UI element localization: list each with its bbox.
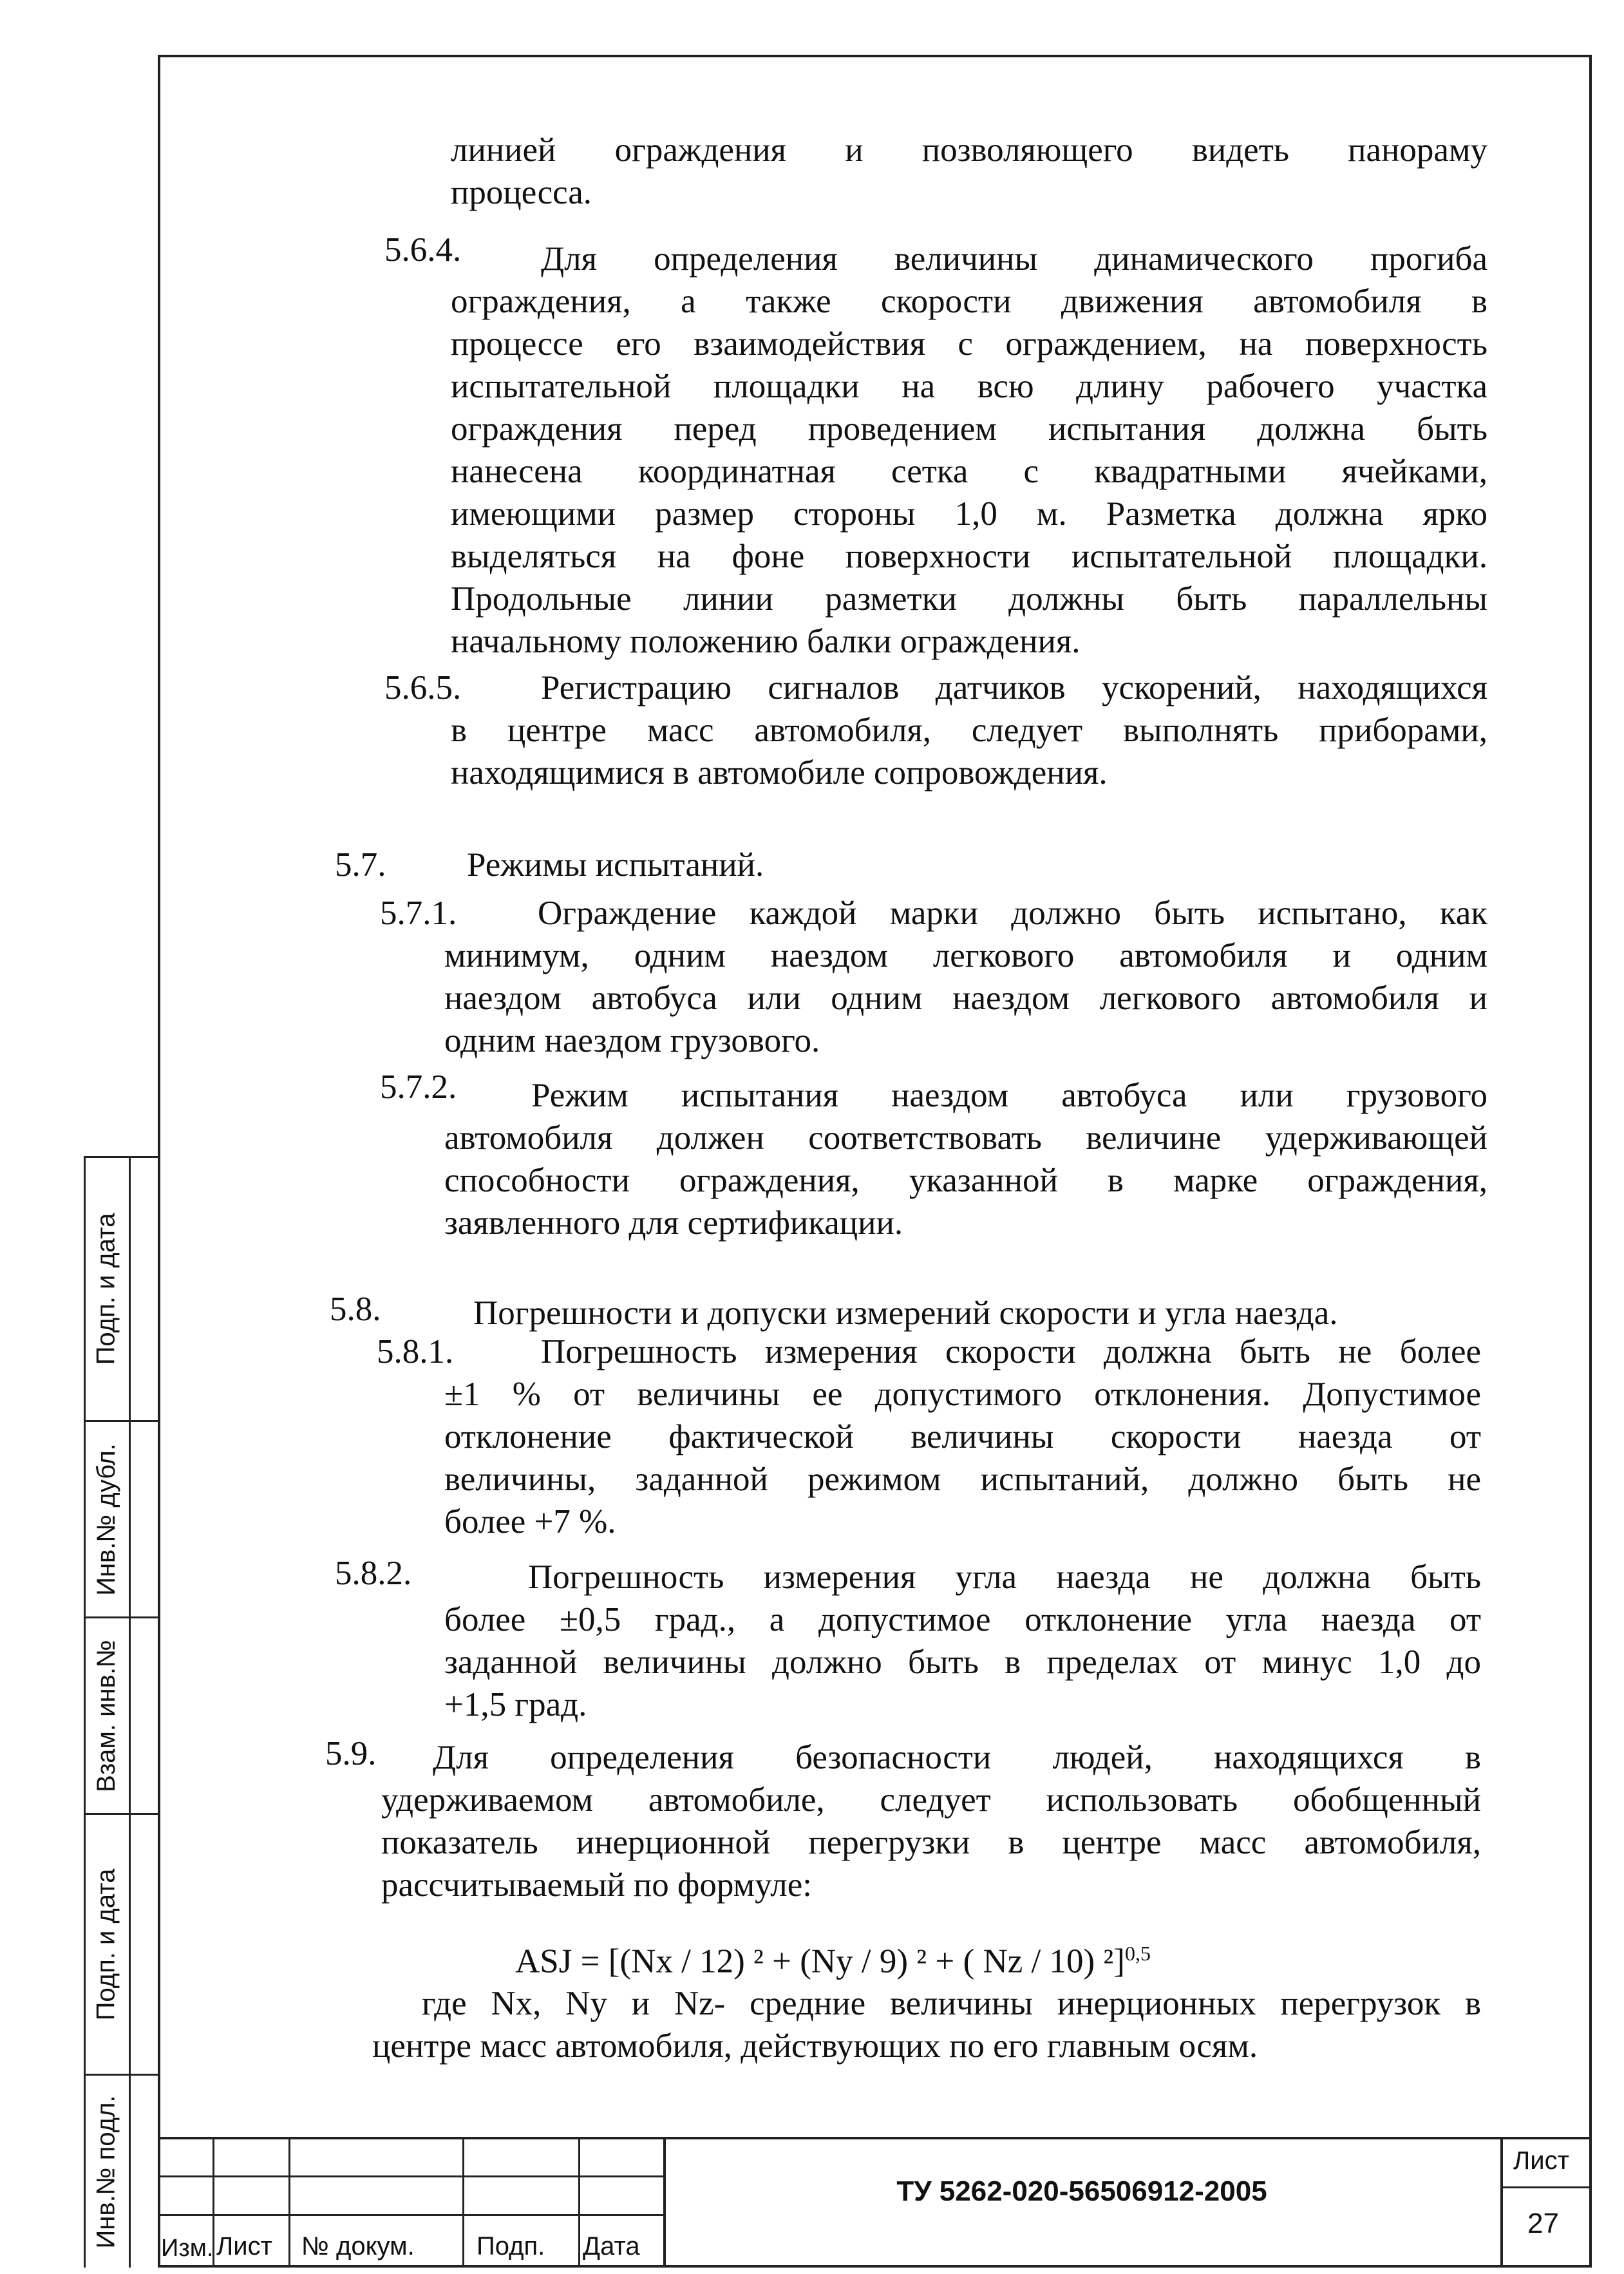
text-line: отклонение фактической величины скорости наезда от — [444, 1418, 1481, 1455]
text-line: центре масс автомобиля, действующих по его главным осям. — [372, 2027, 1258, 2065]
asj-formula — [515, 1932, 1151, 1983]
text-line: ограждения, а также скорости движения автомобиля в — [451, 283, 1487, 320]
text-line: процесса. — [451, 174, 592, 211]
text-line: удерживаемом автомобиле, следует использовать обобщенный — [381, 1781, 1481, 1819]
text-line: Режим испытания наездом автобуса или грузового — [531, 1077, 1487, 1114]
text-line: величины, заданной режимом испытаний, должно быть не — [444, 1461, 1481, 1498]
text-line: минимум, одним наездом легкового автомобиля и одним — [444, 937, 1487, 974]
col-data: Дата — [583, 2232, 640, 2260]
text-line: более +7 %. — [444, 1503, 616, 1540]
text-line: Для определения безопасности людей, находящихся в — [433, 1739, 1481, 1776]
section-title: Погрешности и допуски измерений скорости и угла наезда. — [473, 1294, 1338, 1332]
text-line: Ограждение каждой марки должно быть испытано, как — [538, 895, 1487, 932]
formula-main: ASJ = [(Nx / 12) ² + (Ny / 9) ² + ( Nz / 10) ²] — [515, 1942, 1125, 1980]
section-number: 5.6.5. — [384, 669, 462, 706]
section-number: 5.7.2. — [380, 1068, 457, 1106]
text-line: находящимися в автомобиле сопровождения. — [451, 754, 1108, 791]
text-line: имеющими размер стороны 1,0 м. Разметка должна ярко — [451, 495, 1487, 533]
side-label-inv-dubl: Инв.№ дубл. — [91, 1443, 120, 1596]
text-line: заданной величины должно быть в пределах от минус 1,0 до — [444, 1644, 1481, 1681]
col-list: Лист — [216, 2232, 272, 2260]
col-podp: Подп. — [477, 2232, 545, 2260]
text-line: испытательной площадки на всю длину рабочего участка — [451, 368, 1487, 405]
text-line: показатель инерционной перегрузки в центре масс автомобиля, — [381, 1824, 1481, 1861]
text-line: где Nx, Ny и Nz- средние величины инерционных перегрузок в — [422, 1985, 1481, 2022]
text-line: Для определения величины динамического прогиба — [541, 240, 1487, 278]
text-line: рассчитываемый по формуле: — [381, 1866, 812, 1904]
text-line: способности ограждения, указанной в марке ограждения, — [444, 1162, 1487, 1199]
section-title: Режимы испытаний. — [467, 846, 764, 884]
side-label-inv-podl: Инв.№ подл. — [91, 2094, 120, 2249]
text-line: Регистрацию сигналов датчиков ускорений, находящихся — [541, 669, 1487, 706]
section-number: 5.8.2. — [335, 1555, 412, 1592]
side-label-vzam-inv: Взам. инв.№ — [91, 1639, 120, 1792]
text-line: ограждения перед проведением испытания должна быть — [451, 410, 1487, 448]
text-line: Продольные линии разметки должны быть параллельны — [451, 580, 1487, 618]
text-line: одним наездом грузового. — [444, 1022, 820, 1059]
section-number: 5.8. — [330, 1291, 381, 1328]
text-line: Погрешность измерения скорости должна быть не более — [541, 1333, 1481, 1370]
text-line: наездом автобуса или одним наездом легкового автомобиля и — [444, 980, 1487, 1017]
sheet-label: Лист — [1513, 2146, 1569, 2175]
text-line: линией ограждения и позволяющего видеть панораму — [451, 131, 1487, 169]
document-code: ТУ 5262-020-56506912-2005 — [896, 2175, 1267, 2207]
text-line: выделяться на фоне поверхности испытательной площадки. — [451, 538, 1487, 575]
col-izm: Изм. — [161, 2235, 214, 2262]
section-number: 5.8.1. — [377, 1333, 454, 1370]
formula-exponent: 0,5 — [1124, 1942, 1151, 1965]
text-line: начальному положению балки ограждения. — [451, 623, 1081, 660]
text-line: заявленного для сертификации. — [444, 1204, 903, 1242]
text-line: Погрешность измерения угла наезда не должна быть — [528, 1559, 1481, 1596]
text-line: ±1 % от величины ее допустимого отклонения. Допустимое — [444, 1376, 1481, 1413]
text-line: процессе его взаимодействия с ограждением, на поверхность — [451, 325, 1487, 363]
sheet-number: 27 — [1527, 2208, 1559, 2239]
section-number: 5.9. — [325, 1735, 377, 1772]
text-line: в центре масс автомобиля, следует выполнять приборами, — [451, 712, 1487, 749]
text-line: более ±0,5 град., а допустимое отклонение угла наезда от — [444, 1601, 1481, 1638]
side-label-podp-data-2: Подп. и дата — [91, 1868, 120, 2020]
text-line: +1,5 град. — [444, 1686, 587, 1723]
section-number: 5.6.4. — [384, 231, 462, 269]
text-line: нанесена координатная сетка с квадратными ячейками, — [451, 453, 1487, 490]
text-line: автомобиля должен соответствовать величине удерживающей — [444, 1119, 1487, 1157]
section-number: 5.7. — [335, 846, 386, 884]
section-number: 5.7.1. — [380, 895, 457, 932]
side-label-podp-data: Подп. и дата — [91, 1213, 120, 1365]
col-nom-dokum: № докум. — [301, 2232, 415, 2260]
